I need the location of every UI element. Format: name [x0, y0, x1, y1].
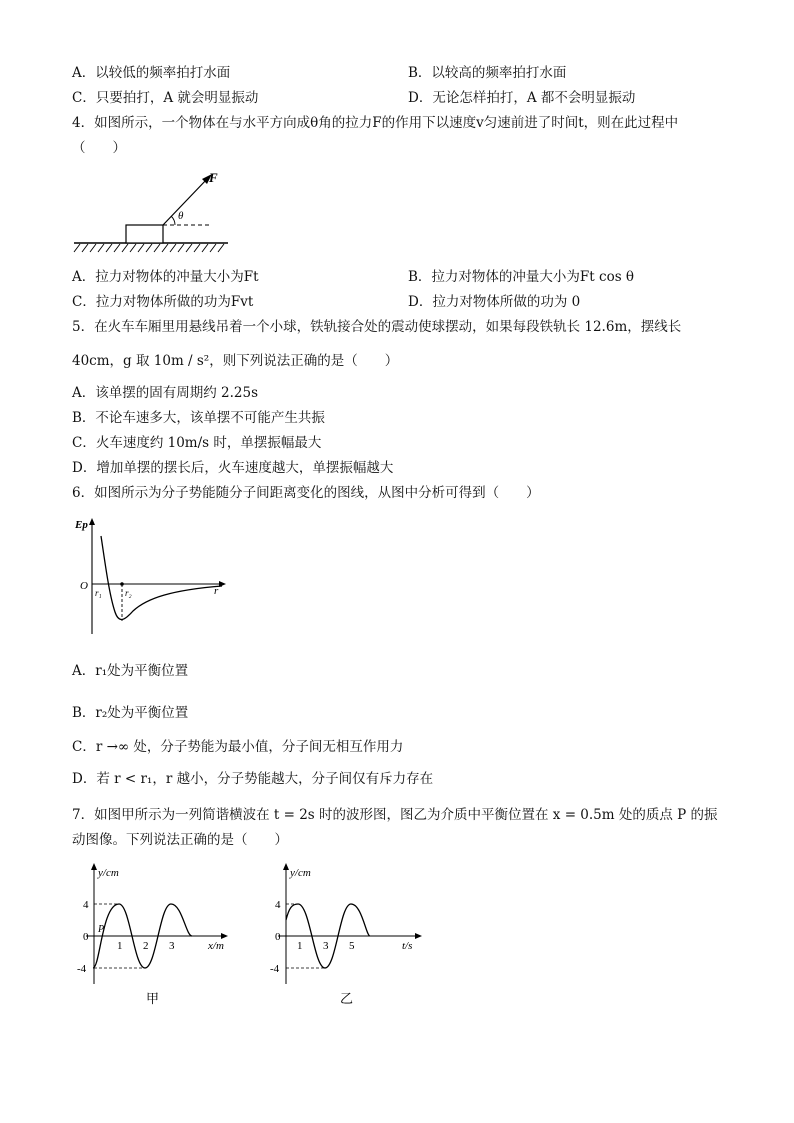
q3-option-d: D．无论怎样拍打，A 都不会明显振动 [408, 90, 636, 106]
q7-stem-line2: 动图像。下列说法正确的是（ ） [72, 832, 288, 848]
y-axis-label: Ep [75, 519, 88, 531]
q7-wave-graph-jia [72, 860, 238, 1010]
q3-option-c: C．只要拍打，A 就会明显振动 [72, 90, 259, 106]
q4-stem-line2: （ ） [72, 140, 126, 156]
q5-option-a: A．该单摆的固有周期约 2.25s [72, 385, 259, 401]
q3-option-b: B．以较高的频率拍打水面 [408, 65, 567, 81]
q3-option-a: A．以较低的频率拍打水面 [72, 65, 231, 81]
q6-option-b: B．r₂处为平衡位置 [72, 705, 189, 721]
y-tick-0: 0 [275, 931, 281, 943]
origin-label: O [80, 580, 88, 592]
q5-stem-line2: 40cm，g 取 10m / s²，则下列说法正确的是（ ） [72, 353, 399, 369]
q5-stem-line1: 5．在火车车厢里用悬线吊着一个小球，铁轨接合处的震动使球摆动，如果每段铁轨长 12.6m，摆线长 [72, 319, 682, 335]
q4-option-c: C．拉力对物体所做的功为Fvt [72, 294, 254, 310]
x-axis-label: r [214, 585, 219, 597]
x-axis-label: x/m [208, 940, 224, 952]
y-tick-0: 0 [83, 931, 89, 943]
y-tick-minus4: -4 [77, 963, 87, 975]
q7-stem-line1: 7．如图甲所示为一列简谐横波在 t = 2s 时的波形图，图乙为介质中平衡位置在 x = 0.5m 处的质点 P 的振 [72, 807, 718, 823]
caption-yi: 乙 [340, 991, 354, 1006]
q6-option-a: A．r₁处为平衡位置 [72, 663, 189, 679]
q6-stem: 6．如图所示为分子势能随分子间距离变化的图线，从图中分析可得到（ ） [72, 485, 540, 501]
y-tick-4: 4 [275, 899, 281, 911]
q7-vibration-graph-yi [270, 860, 430, 1010]
angle-label: θ [178, 210, 184, 222]
q4-option-d: D．拉力对物体所做的功为 0 [408, 294, 581, 310]
ground-hatch [74, 244, 224, 252]
q5-option-d: D．增加单摆的摆长后，火车速度越大，单摆振幅越大 [72, 460, 394, 476]
t-axis-label: t/s [402, 940, 413, 952]
caption-jia: 甲 [146, 991, 160, 1006]
y-tick-4: 4 [83, 899, 89, 911]
x-tick-3: 3 [169, 940, 175, 952]
t-tick-1: 1 [297, 940, 303, 952]
t-tick-3: 3 [323, 940, 329, 952]
y-axis-label: y/cm [290, 867, 311, 879]
q4-option-a: A．拉力对物体的冲量大小为Ft [72, 269, 259, 285]
t-tick-5: 5 [349, 940, 355, 952]
y-axis-label: y/cm [98, 867, 119, 879]
q4-force-diagram [72, 168, 240, 258]
q5-option-c: C．火车速度约 10m/s 时，单摆振幅最大 [72, 435, 322, 451]
q6-option-c: C．r →∞ 处，分子势能为最小值，分子间无相互作用力 [72, 739, 404, 755]
r2-label: r₂ [125, 588, 132, 598]
force-arrow [163, 178, 208, 225]
q6-potential-energy-graph [72, 514, 232, 642]
r2-point [120, 582, 124, 586]
y-tick-minus4: -4 [270, 963, 280, 975]
x-tick-2: 2 [143, 940, 149, 952]
r1-label: r₁ [95, 588, 102, 598]
q5-option-b: B．不论车速多大，该单摆不可能产生共振 [72, 410, 325, 426]
q4-option-b: B．拉力对物体的冲量大小为Ft cos θ [408, 269, 635, 285]
force-label: F [209, 170, 218, 185]
point-p-label: P [98, 924, 105, 935]
x-tick-1: 1 [117, 940, 123, 952]
block [126, 225, 163, 243]
q6-option-d: D．若 r < r₁，r 越小，分子势能越大，分子间仅有斥力存在 [72, 771, 434, 787]
potential-energy-curve [101, 536, 222, 619]
q4-stem-line1: 4．如图所示，一个物体在与水平方向成θ角的拉力F的作用下以速度v匀速前进了时间t，则在此过程中 [72, 115, 679, 131]
